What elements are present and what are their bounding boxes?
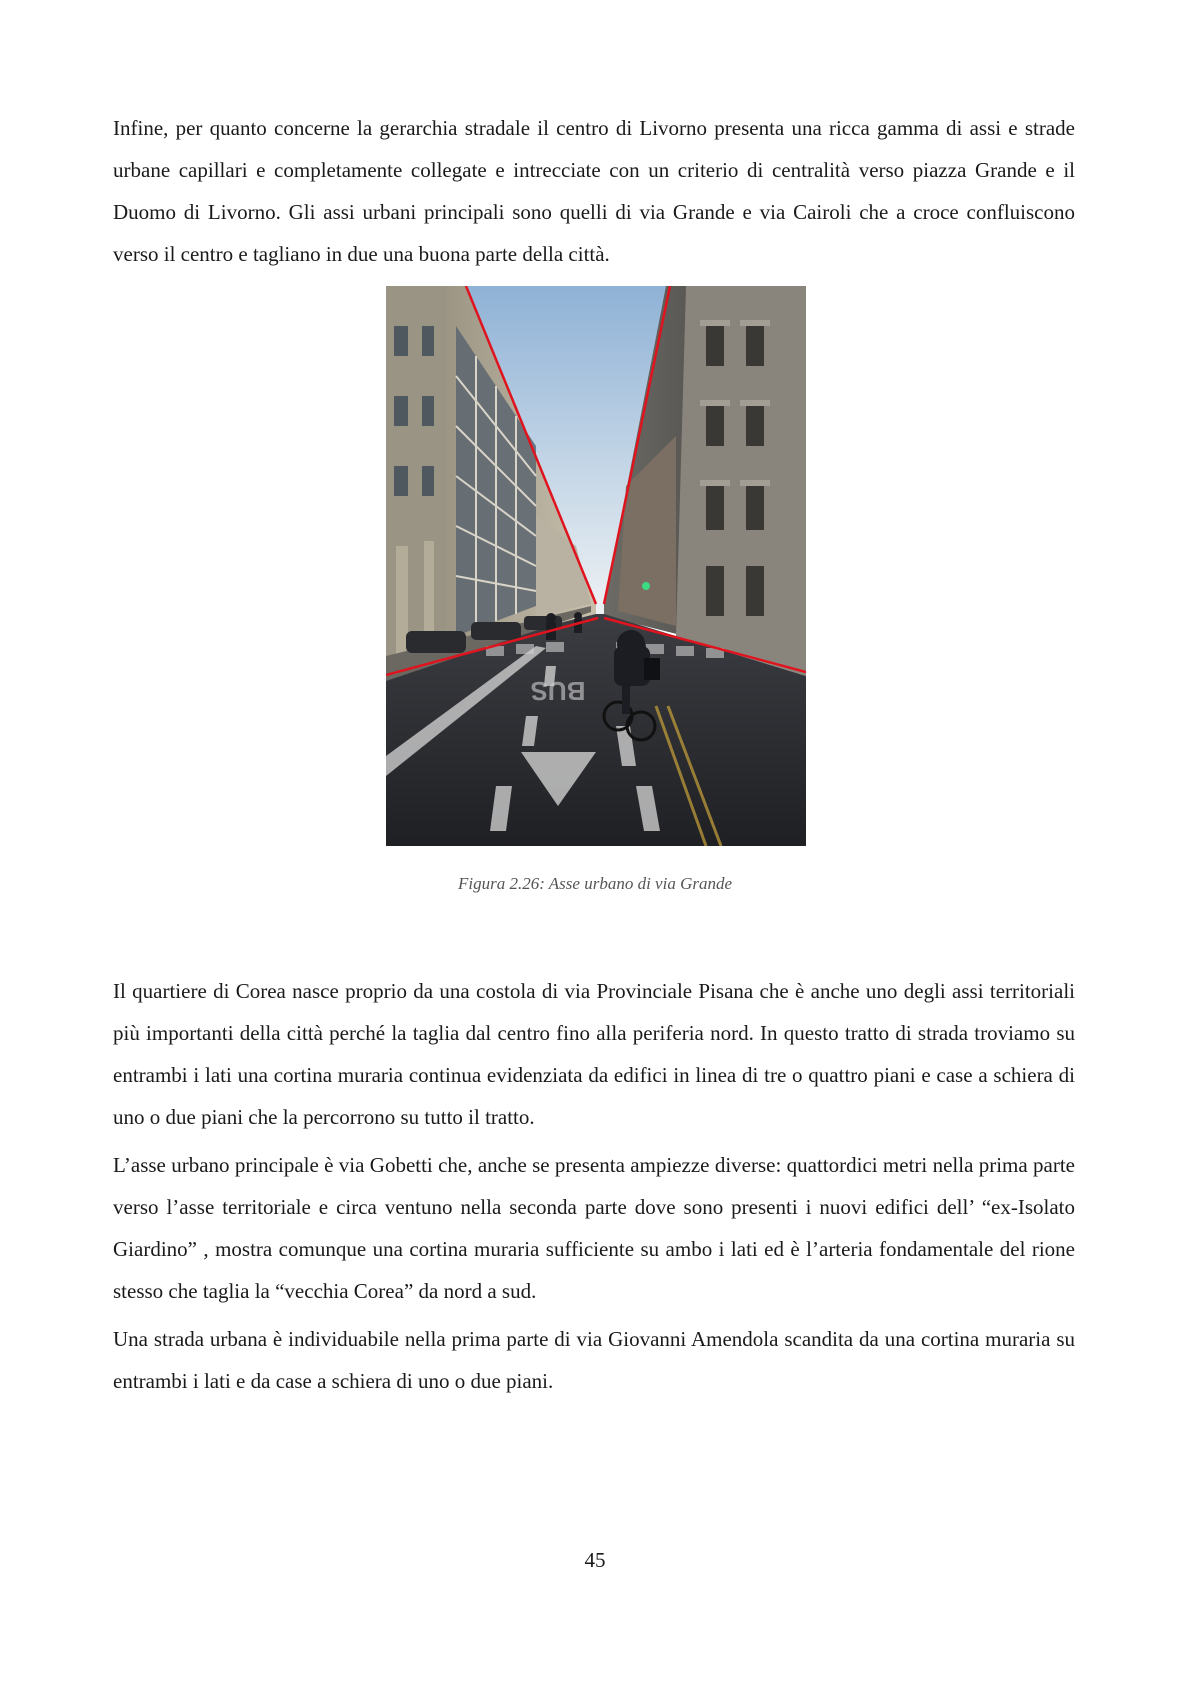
street-photo-via-grande (386, 286, 806, 846)
paragraph-via-amendola: Una strada urbana è individuabile nella prima parte di via Giovanni Amendola scandita da una cortina muraria su entrambi i lati e da case a schiera di uno o due piani. (113, 1327, 1075, 1393)
figure-caption: Figura 2.26: Asse urbano di via Grande (457, 874, 733, 893)
page-number: 45 (584, 1548, 606, 1572)
paragraph-quartiere-corea: Il quartiere di Corea nasce proprio da una costola di via Provinciale Pisana che è anche uno degli assi territoriali più importanti della città perché la taglia dal centro fino alla periferia nord. In questo tratto di strada troviamo su entrambi i lati una cortina muraria continua evidenziata da edifici in linea di tre o quattro piani e case a schiera di uno o due piani che la percorrono su tutto il tratto. (113, 979, 1075, 1129)
paragraph-via-gobetti: L’asse urbano principale è via Gobetti che, anche se presenta ampiezze diverse: quattordici metri nella prima parte verso l’asse territoriale e circa ventuno nella seconda parte dove sono presenti i nuovi edifici dell’ “ex-Isolato Giardino” , mostra comunque una cortina muraria sufficiente su ambo i lati ed è l’arteria fondamentale del rione stesso che taglia la “vecchia Corea” da nord a sud. (113, 1153, 1075, 1303)
paragraph-centro-livorno: Infine, per quanto concerne la gerarchia stradale il centro di Livorno presenta una ricca gamma di assi e strade urbane capillari e completamente collegate e intrecciate con un criterio di centralità verso piazza Grande e il Duomo di Livorno. Gli assi urbani principali sono quelli di via Grande e via Cairoli che a croce confluiscono verso il centro e tagliano in due una buona parte della città. (113, 116, 1075, 266)
road-marking-bus: BUS (530, 676, 586, 706)
